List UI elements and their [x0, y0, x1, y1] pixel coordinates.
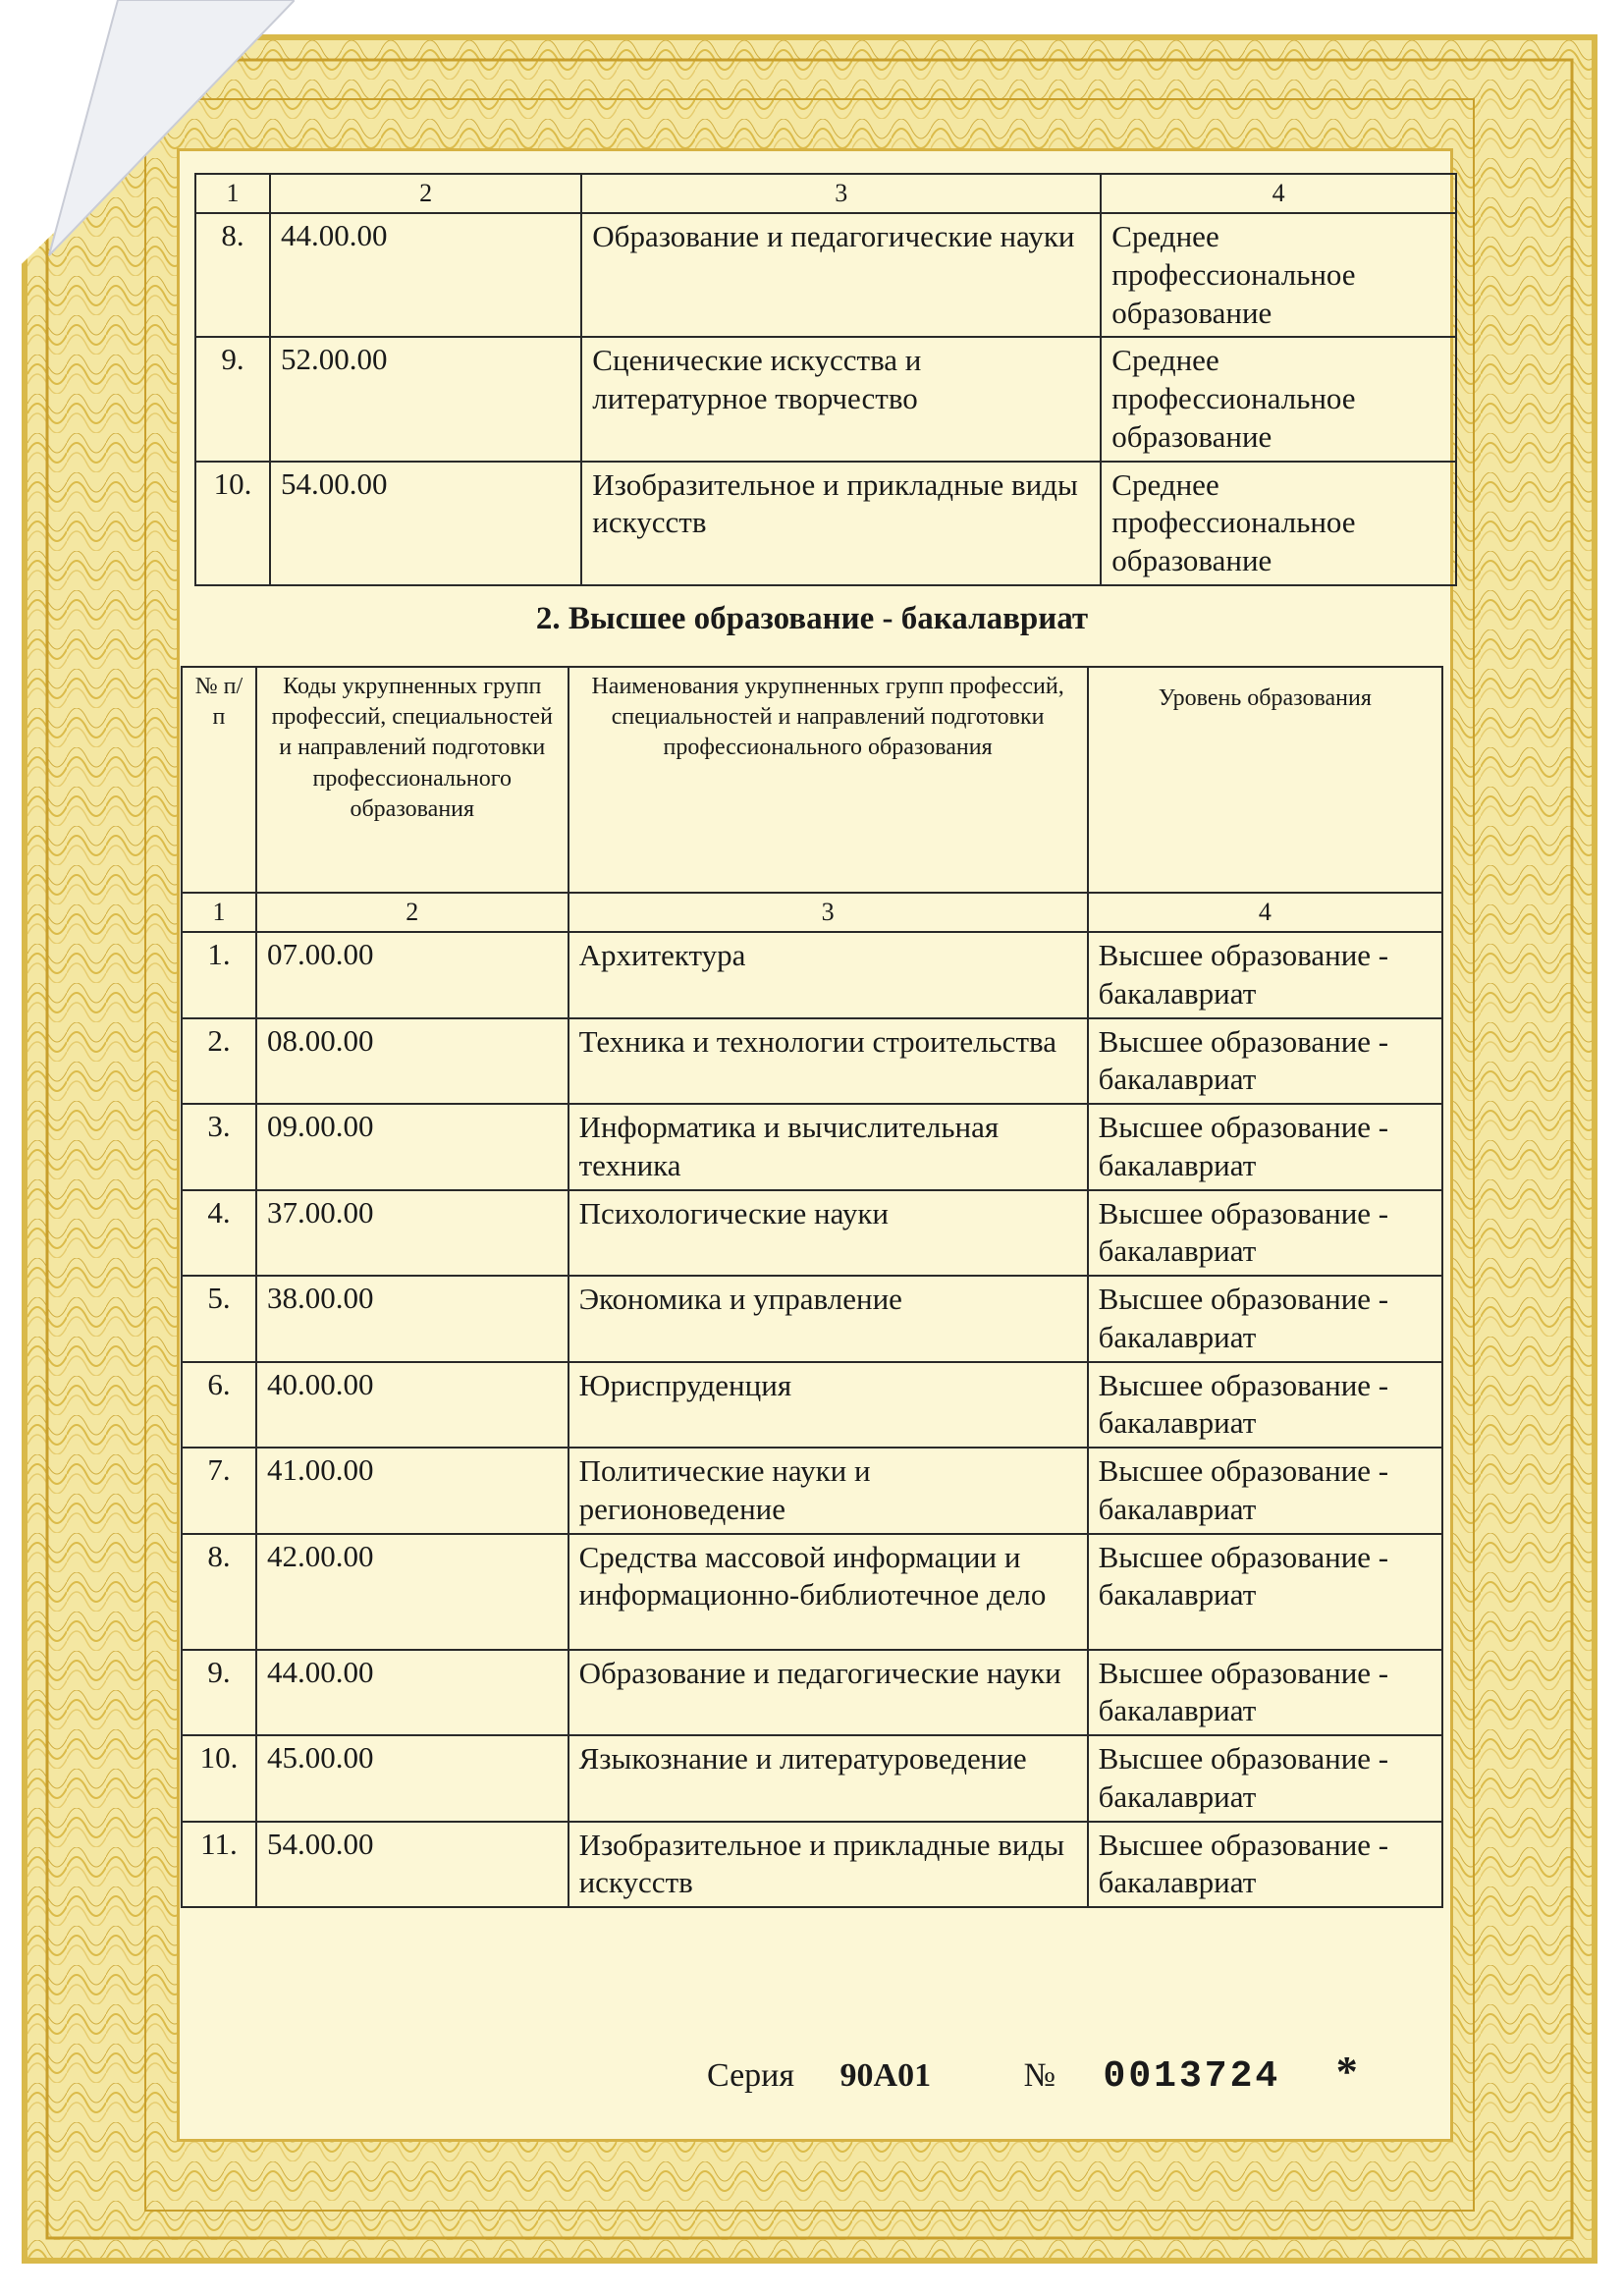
row-number: 8.	[182, 1534, 256, 1650]
header-row	[182, 667, 1442, 893]
number-label: №	[1023, 2057, 1056, 2094]
row-code: 54.00.00	[270, 462, 581, 585]
row-name: Образование и педагогические науки	[568, 1650, 1088, 1736]
row-level: Высшее образование - бакалавриат	[1088, 1822, 1442, 1908]
column-number-row	[195, 174, 1456, 213]
column-number: 2	[256, 893, 568, 932]
row-number: 2.	[182, 1018, 256, 1105]
table-row	[182, 932, 1442, 1018]
row-code: 44.00.00	[270, 213, 581, 337]
table-bachelor-education	[181, 666, 1443, 1908]
header-num: № п/п	[182, 667, 256, 893]
table-row	[182, 1448, 1442, 1534]
section-title: 2. Высшее образование - бакалавриат	[535, 601, 1089, 636]
table-secondary-education	[194, 173, 1457, 586]
row-level: Высшее образование - бакалавриат	[1088, 1362, 1442, 1449]
header-level: Уровень образования	[1088, 667, 1442, 893]
row-name: Информатика и вычислительная техника	[568, 1104, 1088, 1190]
column-number: 1	[182, 893, 256, 932]
column-number: 3	[568, 893, 1088, 932]
row-number: 6.	[182, 1362, 256, 1449]
row-name: Техника и технологии строительства	[568, 1018, 1088, 1105]
row-level: Высшее образование - бакалавриат	[1088, 1448, 1442, 1534]
row-number: 11.	[182, 1822, 256, 1908]
row-level: Высшее образование - бакалавриат	[1088, 932, 1442, 1018]
column-number: 1	[195, 174, 270, 213]
column-number: 2	[270, 174, 581, 213]
row-level: Высшее образование - бакалавриат	[1088, 1650, 1442, 1736]
row-code: 37.00.00	[256, 1190, 568, 1277]
table-row	[195, 213, 1456, 337]
table-row	[195, 462, 1456, 585]
row-code: 41.00.00	[256, 1448, 568, 1534]
row-level: Высшее образование - бакалавриат	[1088, 1190, 1442, 1277]
row-name: Архитектура	[568, 932, 1088, 1018]
table-row	[182, 1822, 1442, 1908]
row-level: Высшее образование - бакалавриат	[1088, 1534, 1442, 1650]
row-number: 7.	[182, 1448, 256, 1534]
row-code: 45.00.00	[256, 1735, 568, 1822]
row-name: Психологические науки	[568, 1190, 1088, 1277]
row-level: Среднее профессиональное образование	[1101, 337, 1456, 461]
row-name: Средства массовой информации и информационно-библиотечное дело	[568, 1534, 1088, 1650]
column-number: 4	[1101, 174, 1456, 213]
row-number: 9.	[195, 337, 270, 461]
row-number: 4.	[182, 1190, 256, 1277]
row-number: 1.	[182, 932, 256, 1018]
series-label: Серия	[707, 2057, 795, 2094]
asterisk-mark: *	[1335, 2048, 1358, 2096]
column-number: 3	[581, 174, 1101, 213]
table-row	[182, 1362, 1442, 1449]
row-level: Среднее профессиональное образование	[1101, 462, 1456, 585]
row-level: Среднее профессиональное образование	[1101, 213, 1456, 337]
row-code: 08.00.00	[256, 1018, 568, 1105]
table-row	[182, 1104, 1442, 1190]
row-code: 44.00.00	[256, 1650, 568, 1736]
serial-number: 0013724	[1103, 2055, 1281, 2098]
series-number-footer	[707, 2047, 1358, 2098]
row-code: 40.00.00	[256, 1362, 568, 1449]
row-code: 42.00.00	[256, 1534, 568, 1650]
row-number: 8.	[195, 213, 270, 337]
row-name: Изобразительное и прикладные виды искусств	[568, 1822, 1088, 1908]
table-row	[182, 1534, 1442, 1650]
row-code: 38.00.00	[256, 1276, 568, 1362]
row-number: 3.	[182, 1104, 256, 1190]
table-row	[182, 1018, 1442, 1105]
row-level: Высшее образование - бакалавриат	[1088, 1104, 1442, 1190]
row-level: Высшее образование - бакалавриат	[1088, 1018, 1442, 1105]
row-code: 54.00.00	[256, 1822, 568, 1908]
row-name: Политические науки и регионоведение	[568, 1448, 1088, 1534]
row-level: Высшее образование - бакалавриат	[1088, 1735, 1442, 1822]
series-value: 90А01	[839, 2057, 932, 2094]
row-number: 10.	[195, 462, 270, 585]
table-row	[182, 1650, 1442, 1736]
row-name: Образование и педагогические науки	[581, 213, 1101, 337]
row-name: Изобразительное и прикладные виды искусств	[581, 462, 1101, 585]
row-name: Экономика и управление	[568, 1276, 1088, 1362]
row-level: Высшее образование - бакалавриат	[1088, 1276, 1442, 1362]
row-number: 10.	[182, 1735, 256, 1822]
table-row	[182, 1276, 1442, 1362]
row-number: 5.	[182, 1276, 256, 1362]
column-number: 4	[1088, 893, 1442, 932]
header-code: Коды укрупненных групп профессий, специальностей и направлений подготовки профессионального образования	[256, 667, 568, 893]
row-name: Юриспруденция	[568, 1362, 1088, 1449]
row-name: Сценические искусства и литературное творчество	[581, 337, 1101, 461]
row-code: 52.00.00	[270, 337, 581, 461]
table-row	[182, 1735, 1442, 1822]
row-number: 9.	[182, 1650, 256, 1736]
header-name: Наименования укрупненных групп профессий, специальностей и направлений подготовки профессионального образования	[568, 667, 1088, 893]
table-row	[195, 337, 1456, 461]
row-code: 09.00.00	[256, 1104, 568, 1190]
row-code: 07.00.00	[256, 932, 568, 1018]
row-name: Языкознание и литературоведение	[568, 1735, 1088, 1822]
table-row	[182, 1190, 1442, 1277]
column-number-row	[182, 893, 1442, 932]
